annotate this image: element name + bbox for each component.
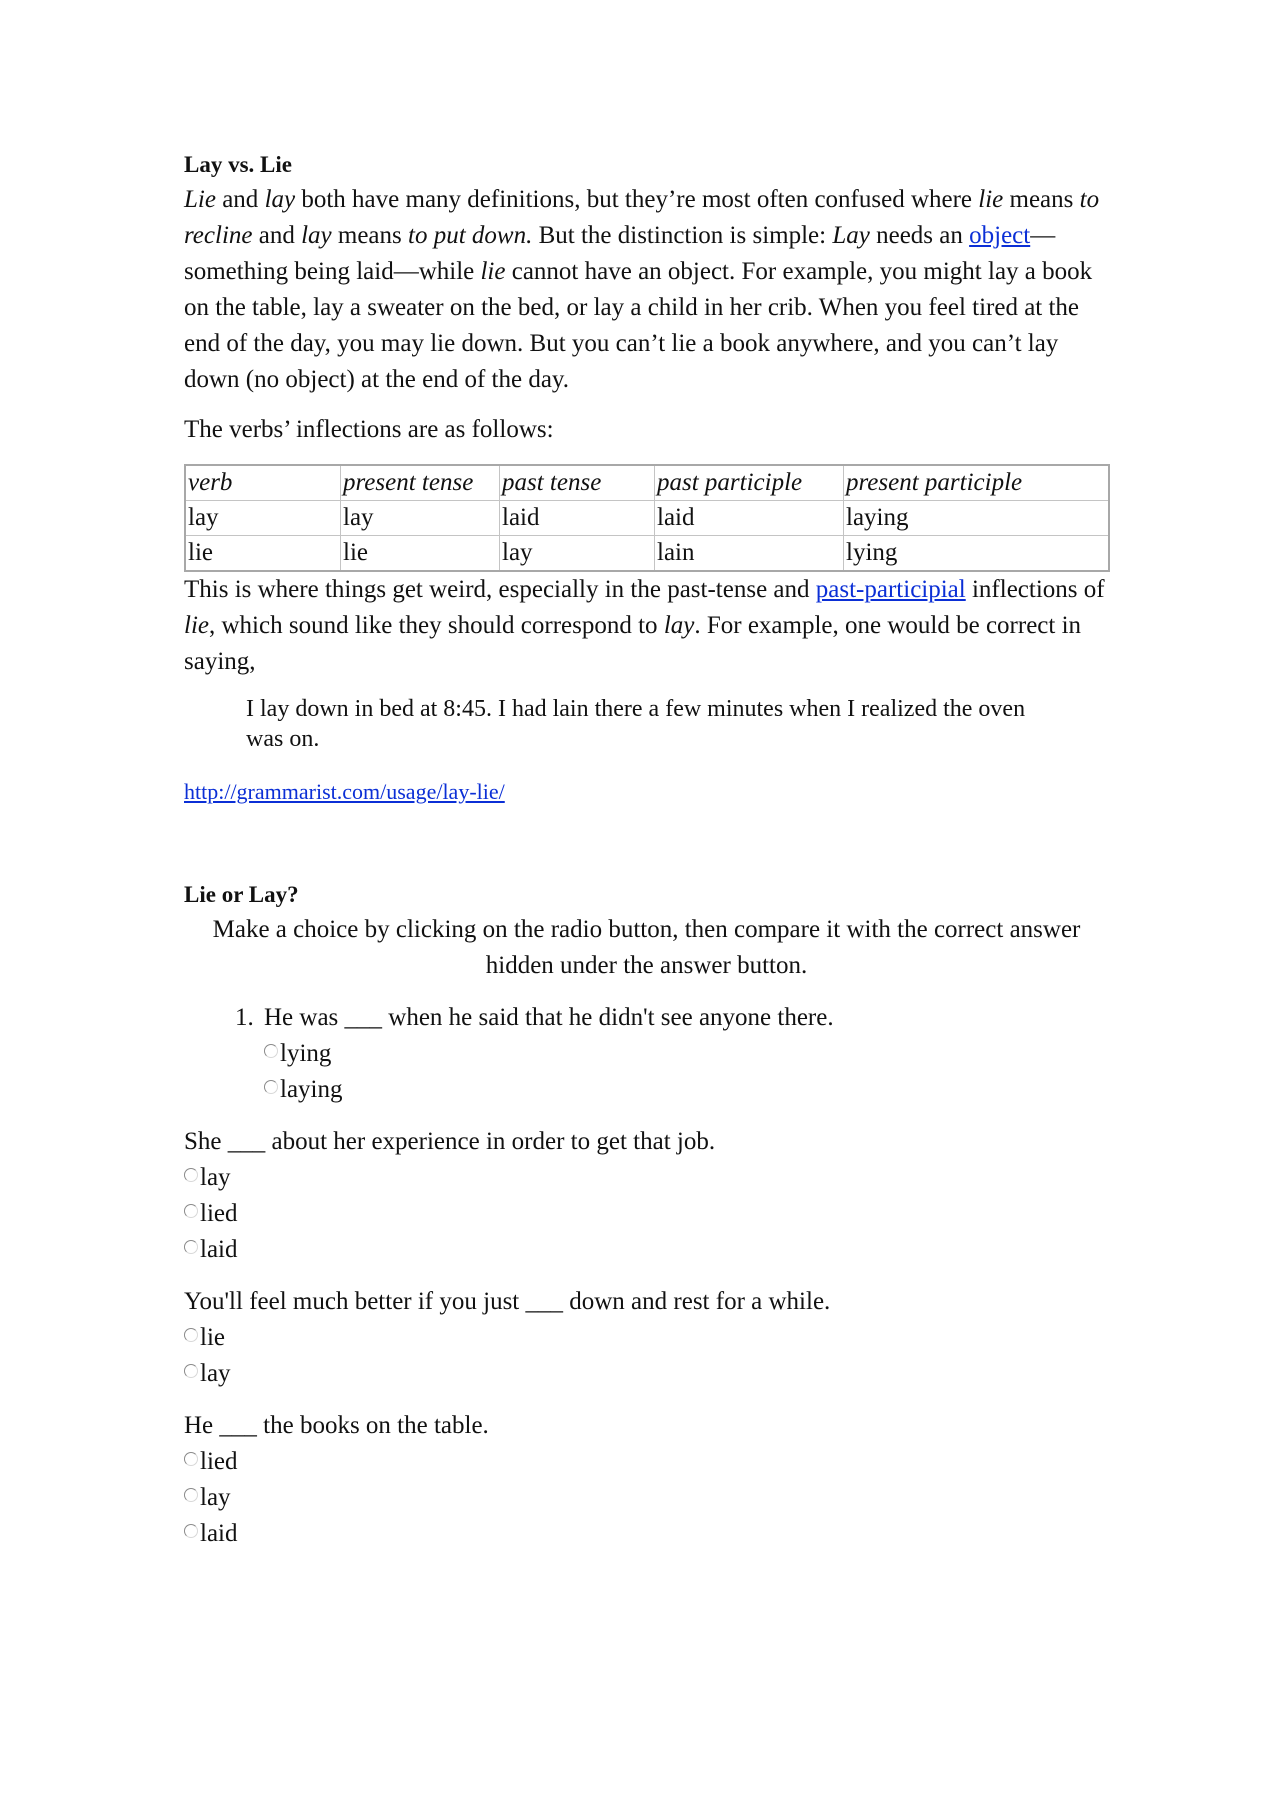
inflections-intro: The verbs’ inflections are as follows: (184, 416, 554, 443)
example-quote: I lay down in bed at 8:45. I had lain there a few minutes when I realized the oven was on. (246, 696, 1026, 752)
table-header-cell: past tense (500, 465, 655, 501)
answer-option[interactable]: lied (184, 1444, 1109, 1480)
table-row (185, 536, 1109, 572)
quiz-title: Lie or Lay? (184, 882, 299, 907)
question-item (184, 1124, 1109, 1268)
radio-button-icon[interactable] (184, 1168, 198, 1182)
radio-button-icon[interactable] (184, 1328, 198, 1342)
inflections-table (184, 464, 1110, 572)
section-heading: Lay vs. Lie (184, 152, 292, 177)
question-item (184, 1408, 1109, 1552)
radio-button-icon[interactable] (184, 1452, 198, 1466)
radio-button-icon[interactable] (184, 1488, 198, 1502)
radio-button-icon[interactable] (184, 1204, 198, 1218)
answer-option[interactable]: laid (184, 1516, 1109, 1552)
table-header-cell: present participle (844, 465, 1110, 501)
quiz-instructions: Make a choice by clicking on the radio button, then compare it with the correct answer hidden under the answer button. (212, 916, 1081, 979)
question-list (184, 1000, 1109, 1108)
radio-button-icon[interactable] (184, 1240, 198, 1254)
radio-button-icon[interactable] (184, 1364, 198, 1378)
question-text: He ___ the books on the table. (184, 1412, 489, 1439)
answer-option[interactable]: laid (184, 1232, 1109, 1268)
table-cell: lay (341, 501, 500, 536)
table-header-cell: verb (185, 465, 341, 501)
object-link[interactable]: object (969, 222, 1031, 249)
answer-option[interactable]: lying (264, 1036, 1109, 1072)
radio-button-icon[interactable] (184, 1524, 198, 1538)
answer-option[interactable]: lay (184, 1160, 1109, 1196)
table-header-cell: present tense (341, 465, 500, 501)
question-text: You'll feel much better if you just ___ down and rest for a while. (184, 1288, 831, 1315)
radio-button-icon[interactable] (264, 1080, 278, 1094)
weird-paragraph: This is where things get weird, especially in the past-tense and past-participial inflections of lie, which sound like they should correspond to lay. For example, one would be correct in saying, (184, 576, 1105, 675)
intro-paragraph: Lie and lay both have many definitions, but they’re most often confused where lie means to recline and lay means to put down. But the distinction is simple: Lay needs an object—something being laid—while lie cannot have an object. For example, you might lay a book on the table, lay a sweater on the bed, or lay a child in her crib. When you feel tired at the end of the day, you may lie down. But you can’t lie a book anywhere, and you can’t lay down (no object) at the end of the day. (184, 186, 1100, 393)
table-cell: lie (185, 536, 341, 572)
question-text: He was ___ when he said that he didn't see anyone there. (264, 1004, 834, 1031)
table-cell: laid (655, 501, 844, 536)
source-url-link[interactable]: http://grammarist.com/usage/lay-lie/ (184, 779, 505, 804)
table-cell: laying (844, 501, 1110, 536)
answer-option[interactable]: lay (184, 1480, 1109, 1516)
table-cell: lying (844, 536, 1110, 572)
question-item (184, 1284, 1109, 1392)
table-cell: lain (655, 536, 844, 572)
table-cell: lay (500, 536, 655, 572)
table-header-cell: past participle (655, 465, 844, 501)
table-header-row (185, 465, 1109, 501)
document-page (184, 148, 1109, 1552)
answer-option[interactable]: lied (184, 1196, 1109, 1232)
past-participial-link[interactable]: past-participial (815, 576, 966, 603)
table-cell: laid (500, 501, 655, 536)
question-item (260, 1000, 1109, 1108)
table-cell: lie (341, 536, 500, 572)
answer-option[interactable]: lay (184, 1356, 1109, 1392)
question-text: She ___ about her experience in order to get that job. (184, 1128, 716, 1155)
table-cell: lay (185, 501, 341, 536)
radio-button-icon[interactable] (264, 1044, 278, 1058)
table-row (185, 501, 1109, 536)
answer-option[interactable]: laying (264, 1072, 1109, 1108)
answer-option[interactable]: lie (184, 1320, 1109, 1356)
